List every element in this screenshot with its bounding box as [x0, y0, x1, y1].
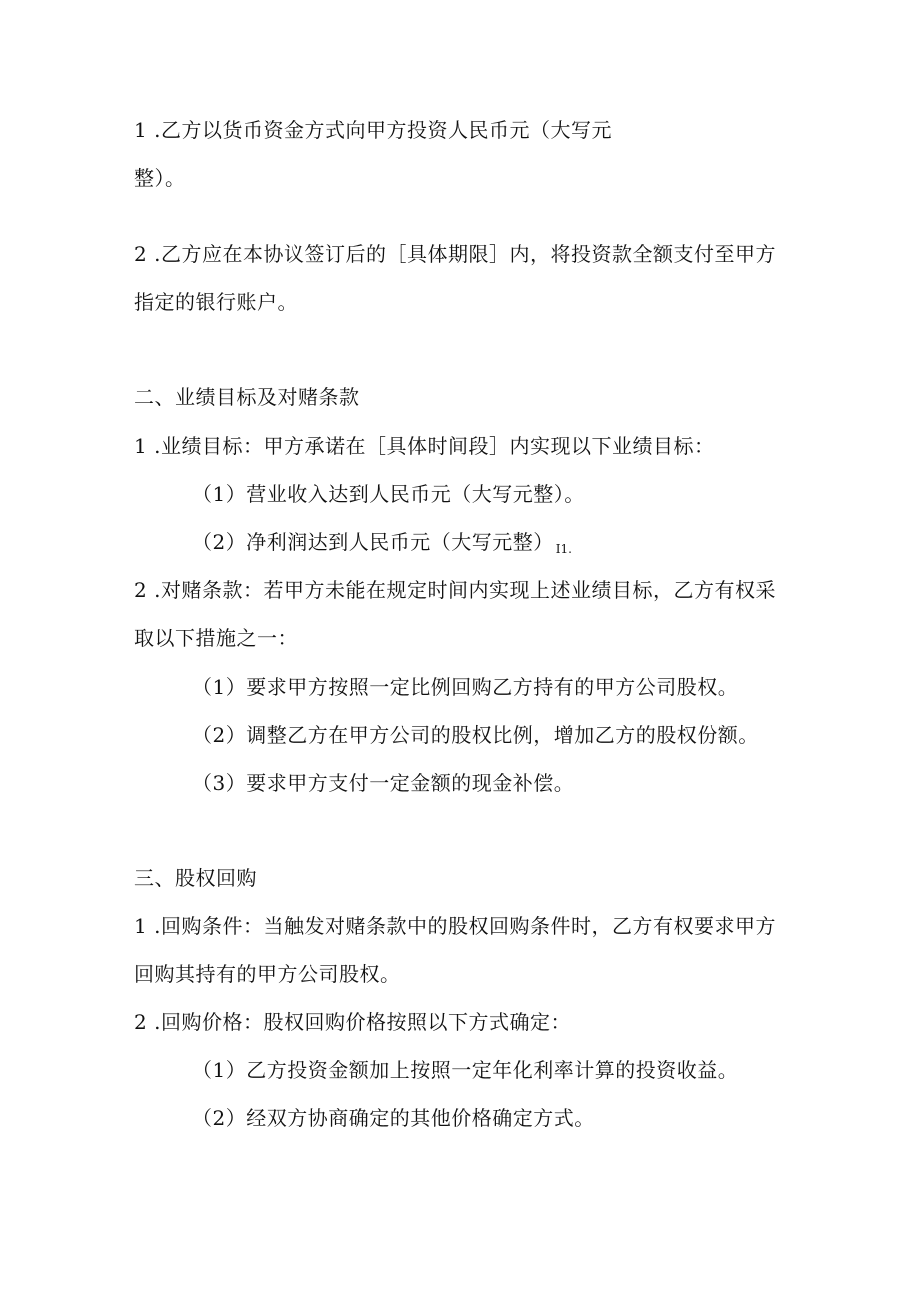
investment-amount-clause-line-2: 整）。: [134, 166, 186, 190]
net-profit-target-item: [192, 530, 572, 561]
investment-amount-clause-line-1: 1 .乙方以货币资金方式向甲方投资人民币元（大写元: [134, 118, 612, 142]
buyback-price-method-2: （2）经双方协商确定的其他价格确定方式。: [192, 1106, 595, 1130]
buyback-condition-clause-line-2: 回购其持有的甲方公司股权。: [134, 962, 401, 986]
payment-term-clause-line-1: 2 .乙方应在本协议签订后的［具体期限］内，将投资款全额支付至甲方: [134, 242, 776, 266]
section-heading-performance: 二、业绩目标及对赌条款: [134, 385, 360, 409]
valuation-adjustment-clause-line-2: 取以下措施之一：: [134, 626, 298, 650]
valuation-adjustment-clause-line-1: 2 .对赌条款：若甲方未能在规定时间内实现上述业绩目标，乙方有权采: [134, 578, 776, 602]
section-heading-buyback: 三、股权回购: [134, 866, 257, 890]
buyback-price-clause: 2 .回购价格：股权回购价格按照以下方式确定：: [134, 1010, 571, 1034]
buyback-price-method-1: （1）乙方投资金额加上按照一定年化利率计算的投资收益。: [192, 1058, 739, 1082]
buyback-condition-clause-line-1: 1 .回购条件：当触发对赌条款中的股权回购条件时，乙方有权要求甲方: [134, 914, 776, 938]
performance-target-clause: 1 .业绩目标：甲方承诺在［具体时间段］内实现以下业绩目标：: [134, 434, 715, 458]
ocr-artifact-mark: I1.: [555, 542, 572, 556]
payment-term-clause-line-2: 指定的银行账户。: [134, 290, 298, 314]
net-profit-target-text: （2）净利润达到人民币元（大写元整）: [192, 530, 554, 554]
measure-buyback-item: （1）要求甲方按照一定比例回购乙方持有的甲方公司股权。: [192, 675, 739, 699]
revenue-target-item: （1）营业收入达到人民币元（大写元整）。: [192, 482, 585, 506]
measure-equity-adjustment-item: （2）调整乙方在甲方公司的股权比例，增加乙方的股权份额。: [192, 723, 759, 747]
measure-cash-compensation-item: （3）要求甲方支付一定金额的现金补偿。: [192, 771, 575, 795]
